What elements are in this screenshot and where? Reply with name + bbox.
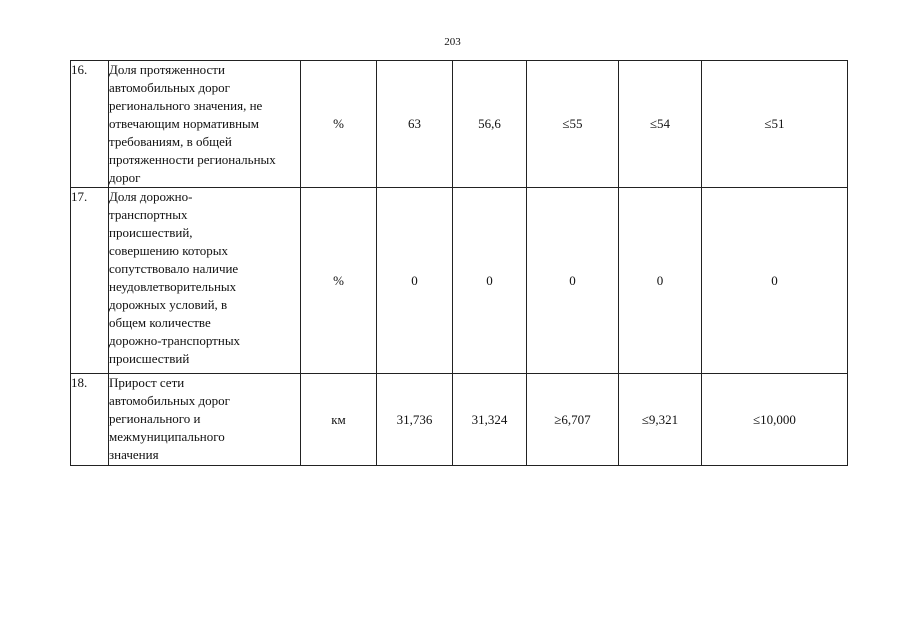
indicator-name-line: требованиям, в общей: [109, 134, 232, 149]
table-row: [71, 374, 848, 466]
indicator-name-line: совершению которых: [109, 243, 228, 258]
indicator-name: [109, 374, 301, 466]
indicator-name: [109, 188, 301, 374]
value-cell: ≥6,707: [527, 374, 619, 466]
indicator-name-line: межмуниципального: [109, 429, 225, 444]
row-number: 18.: [71, 374, 109, 466]
value-cell: 0: [453, 188, 527, 374]
value-cell: ≤51: [702, 61, 848, 188]
indicator-name: [109, 61, 301, 188]
indicator-name-line: транспортных: [109, 207, 188, 222]
indicator-name-line: дорог: [109, 170, 141, 185]
indicator-name-line: автомобильных дорог: [109, 80, 230, 95]
indicator-name-line: значения: [109, 447, 159, 462]
indicator-name-line: регионального значения, не: [109, 98, 263, 113]
indicator-name-line: протяженности региональных: [109, 152, 276, 167]
indicator-name-line: общем количестве: [109, 315, 211, 330]
unit-cell: км: [301, 374, 377, 466]
indicator-name-line: дорожно-транспортных: [109, 333, 241, 348]
value-cell: ≤54: [619, 61, 702, 188]
value-cell: 0: [527, 188, 619, 374]
value-cell: 0: [619, 188, 702, 374]
value-cell: 0: [377, 188, 453, 374]
indicator-name-line: неудовлетворительных: [109, 279, 237, 294]
value-cell: 31,736: [377, 374, 453, 466]
indicators-table: [70, 60, 848, 466]
indicator-name-line: Прирост сети: [109, 375, 185, 390]
indicator-name-line: сопутствовало наличие: [109, 261, 239, 276]
unit-cell: %: [301, 61, 377, 188]
value-cell: ≤9,321: [619, 374, 702, 466]
row-number: 16.: [71, 61, 109, 188]
table-row: [71, 188, 848, 374]
value-cell: 31,324: [453, 374, 527, 466]
indicator-name-line: Доля протяженности: [109, 62, 225, 77]
value-cell: ≤55: [527, 61, 619, 188]
value-cell: ≤10,000: [702, 374, 848, 466]
value-cell: 63: [377, 61, 453, 188]
value-cell: 0: [702, 188, 848, 374]
indicator-name-line: автомобильных дорог: [109, 393, 230, 408]
value-cell: 56,6: [453, 61, 527, 188]
indicator-name-line: дорожных условий, в: [109, 297, 228, 312]
indicator-name-line: происшествий,: [109, 225, 193, 240]
unit-cell: %: [301, 188, 377, 374]
page-number: 203: [444, 36, 461, 48]
indicator-name-line: отвечающим нормативным: [109, 116, 260, 131]
indicator-name-line: Доля дорожно-: [109, 189, 193, 204]
indicator-name-line: регионального и: [109, 411, 201, 426]
indicator-name-line: происшествий: [109, 351, 190, 366]
table-row: [71, 61, 848, 188]
row-number: 17.: [71, 188, 109, 374]
